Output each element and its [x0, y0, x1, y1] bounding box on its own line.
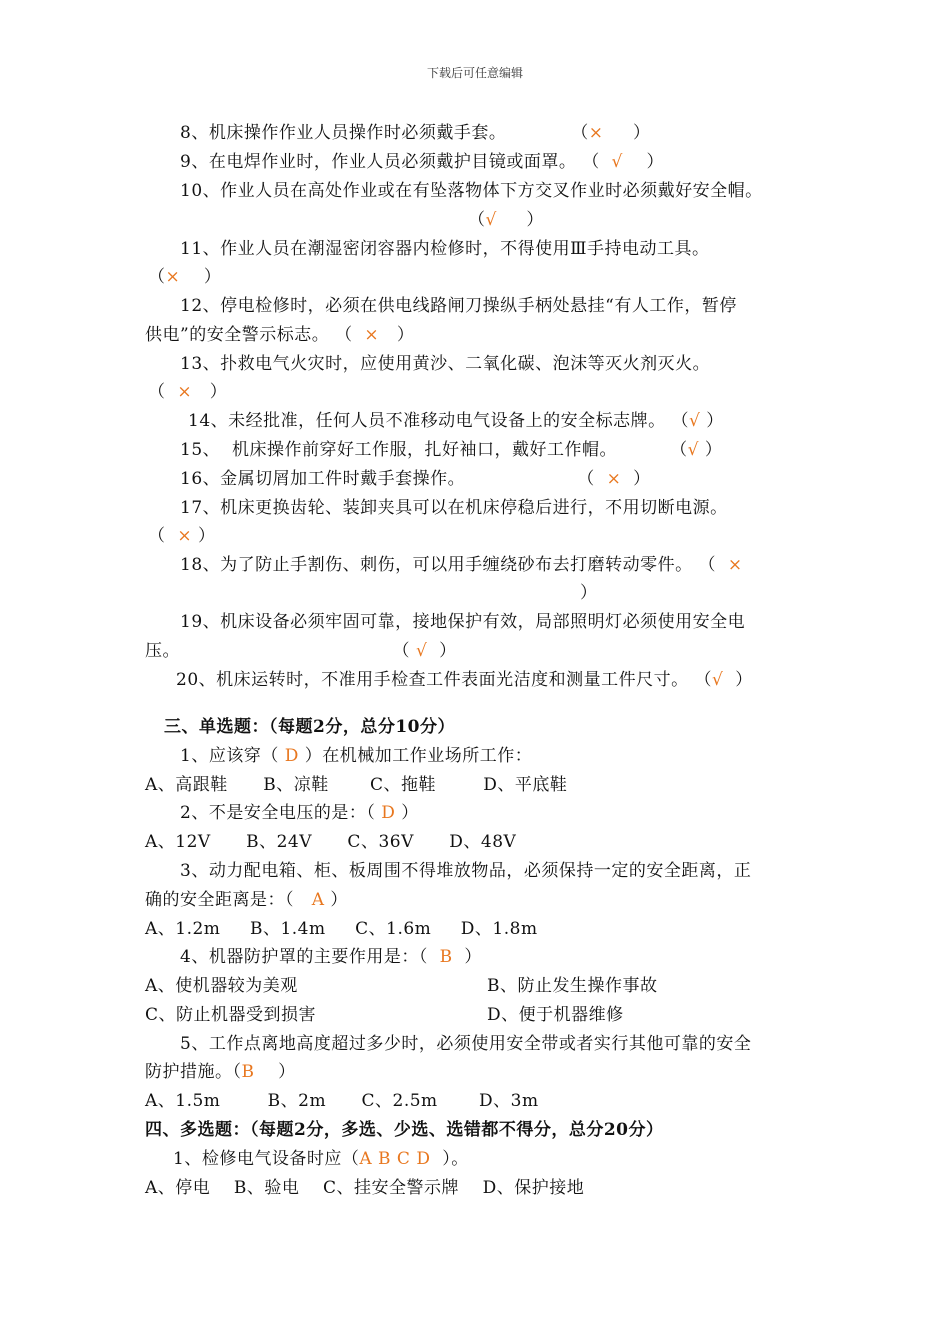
answer-mark: √	[689, 411, 701, 431]
answer-mark: √	[687, 440, 699, 460]
answer-mark: A	[311, 890, 325, 910]
answer-mark: ×	[727, 555, 743, 575]
mc-q1: 1、检修电气设备时应（A B C D ）。	[173, 1149, 469, 1169]
answer-mark: D	[284, 746, 299, 766]
judge-q20: 20、机床运转时，不准用手检查工件表面光洁度和测量工件尺寸。 （√ ）	[176, 670, 753, 690]
judge-q10-answer: （√ ）	[468, 210, 544, 230]
judge-q17-answer: （ × ）	[148, 526, 216, 546]
answer-mark: √	[485, 210, 497, 230]
sc-q3-options: A、1.2m B、1.4m C、1.6m D、1.8m	[145, 919, 538, 939]
answer-mark: √	[712, 670, 724, 690]
judge-q12-answer: 供电”的安全警示标志。 （ × ）	[145, 325, 415, 345]
sc-q3-answer: 确的安全距离是：（ A ）	[145, 890, 348, 910]
page-header: 下载后可任意编辑	[426, 66, 523, 80]
answer-mark: B	[439, 947, 453, 967]
sc-q3-text: 3、动力配电箱、柜、板周围不得堆放物品，必须保持一定的安全距离，正	[180, 861, 752, 881]
sc-q1-options: A、高跟鞋 B、凉鞋 C、拖鞋 D、平底鞋	[145, 775, 568, 795]
answer-mark: ×	[364, 325, 380, 345]
sc-q4-option-a: A、使机器较为美观	[145, 976, 298, 996]
answer-mark: A B C D	[359, 1149, 431, 1169]
judge-q13-text: 13、扑救电气火灾时，应使用黄沙、二氧化碳、泡沫等灭火剂灭火。	[180, 354, 711, 374]
sc-q5-answer: 防护措施。（B ）	[145, 1062, 296, 1082]
judge-q11-text: 11、作业人员在潮湿密闭容器内检修时，不得使用Ⅲ手持电动工具。	[180, 239, 710, 259]
answer-mark: ×	[588, 123, 604, 143]
judge-q18: 18、为了防止手割伤、刺伤，可以用手缠绕砂布去打磨转动零件。 （ ×	[180, 555, 743, 575]
answer-mark: √	[415, 641, 428, 661]
judge-q19-answer: 压。 （ √ ）	[145, 641, 457, 661]
sc-q5-text: 5、工作点离地高度超过多少时，必须使用安全带或者实行其他可靠的安全	[180, 1034, 752, 1054]
answer-mark: ×	[177, 526, 193, 546]
judge-q9: 9、在电焊作业时，作业人员必须戴护目镜或面罩。 （ √ ）	[180, 152, 664, 172]
judge-q18-close: ）	[580, 583, 598, 603]
sc-q2: 2、不是安全电压的是：（ D ）	[180, 803, 419, 823]
judge-q17-text: 17、机床更换齿轮、装卸夹具可以在机床停稳后进行，不用切断电源。	[180, 498, 728, 518]
judge-q13-answer: （ × ）	[148, 382, 228, 402]
sc-q4-option-d: D、便于机器维修	[487, 1005, 624, 1025]
judge-q8: 8、机床操作作业人员操作时必须戴手套。 （× ）	[180, 123, 651, 143]
sc-q2-options: A、12V B、24V C、36V D、48V	[145, 832, 517, 852]
judge-q11-answer: （× ）	[148, 267, 222, 287]
sc-q4-option-c: C、防止机器受到损害	[145, 1005, 317, 1025]
judge-q16: 16、金属切屑加工件时戴手套操作。 （ × ）	[180, 469, 651, 489]
sc-q1: 1、应该穿（ D ）在机械加工作业场所工作：	[180, 746, 533, 766]
answer-mark: ×	[165, 267, 181, 287]
judge-q12-text: 12、停电检修时，必须在供电线路闸刀操纵手柄处悬挂“有人工作，暂停	[180, 296, 737, 316]
answer-mark: ×	[177, 382, 193, 402]
section4-title: 四、多选题：（每题2分，多选、少选、选错都不得分，总分20分）	[145, 1120, 664, 1140]
section3-title: 三、单选题：（每题2分，总分10分）	[164, 717, 455, 737]
judge-q15: 15、 机床操作前穿好工作服，扎好袖口，戴好工作帽。 （√ ）	[180, 440, 723, 460]
sc-q5-options: A、1.5m B、2m C、2.5m D、3m	[145, 1091, 539, 1111]
judge-q19-text: 19、机床设备必须牢固可靠，接地保护有效，局部照明灯必须使用安全电	[180, 612, 746, 632]
judge-q14: 14、未经批准，任何人员不准移动电气设备上的安全标志牌。 （√ ）	[188, 411, 724, 431]
answer-mark: ×	[606, 469, 622, 489]
answer-mark: √	[611, 152, 623, 172]
mc-q1-options: A、停电 B、验电 C、挂安全警示牌 D、保护接地	[145, 1178, 585, 1198]
answer-mark: D	[381, 803, 396, 823]
judge-q10-text: 10、作业人员在高处作业或在有坠落物体下方交叉作业时必须戴好安全帽。	[180, 181, 763, 201]
sc-q4: 4、机器防护罩的主要作用是：（ B ）	[180, 947, 482, 967]
sc-q4-option-b: B、防止发生操作事故	[487, 976, 658, 996]
answer-mark: B	[241, 1062, 255, 1082]
